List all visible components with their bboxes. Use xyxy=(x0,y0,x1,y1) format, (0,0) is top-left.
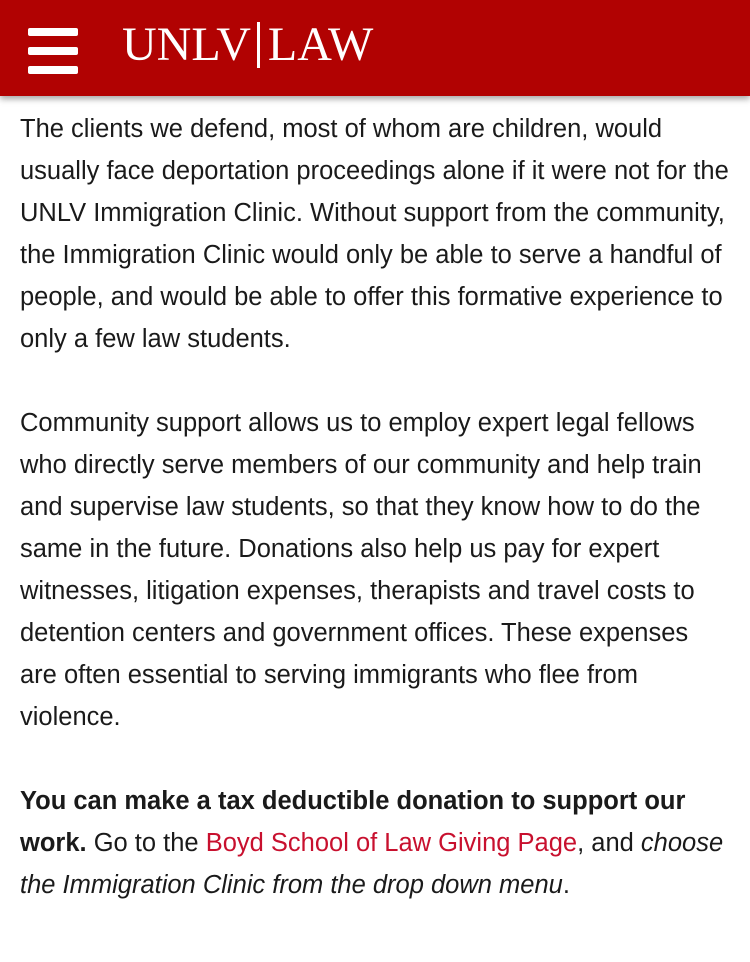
unlv-law-logo[interactable] xyxy=(122,19,373,71)
donation-text-after-link: , and xyxy=(577,829,641,857)
donation-bold-text: You can make a tax deductible donation to support our work. xyxy=(20,787,686,857)
logo-unlv-text: UNLV xyxy=(122,18,251,71)
paragraph-clients: The clients we defend, most of whom are children, would usually face deportation proceedings alone if it were not for the UNLV Immigration Clinic. Without support from the community, the Immigration Clinic would only be able to serve a handful of people, and would be able to offer this formative experience to only a few law students. xyxy=(20,115,729,353)
paragraph-donation xyxy=(20,780,730,906)
logo-law-text: LAW xyxy=(267,18,374,71)
logo-divider xyxy=(257,22,260,68)
paragraph-community-support: Community support allows us to employ expert legal fellows who directly serve members of our community and help train and supervise law students, so that they know how to do the same in the future. Donations also help us pay for expert witnesses, litigation expenses, therapists and travel costs to detention centers and government offices. These expenses are often essential to serving immigrants who flee from violence. xyxy=(20,409,702,731)
giving-page-link[interactable]: Boyd School of Law Giving Page xyxy=(205,829,578,857)
menu-bar-top xyxy=(28,28,78,36)
donation-italic-text: choose the Immigration Clinic from the drop down menu xyxy=(20,829,724,899)
site-header xyxy=(0,0,750,96)
hamburger-menu-icon[interactable] xyxy=(28,28,80,74)
menu-bar-middle xyxy=(28,47,78,55)
article-content xyxy=(20,108,730,906)
donation-text-before-link: Go to the xyxy=(86,829,206,857)
donation-end-text: . xyxy=(562,871,570,899)
menu-bar-bottom xyxy=(28,66,78,74)
